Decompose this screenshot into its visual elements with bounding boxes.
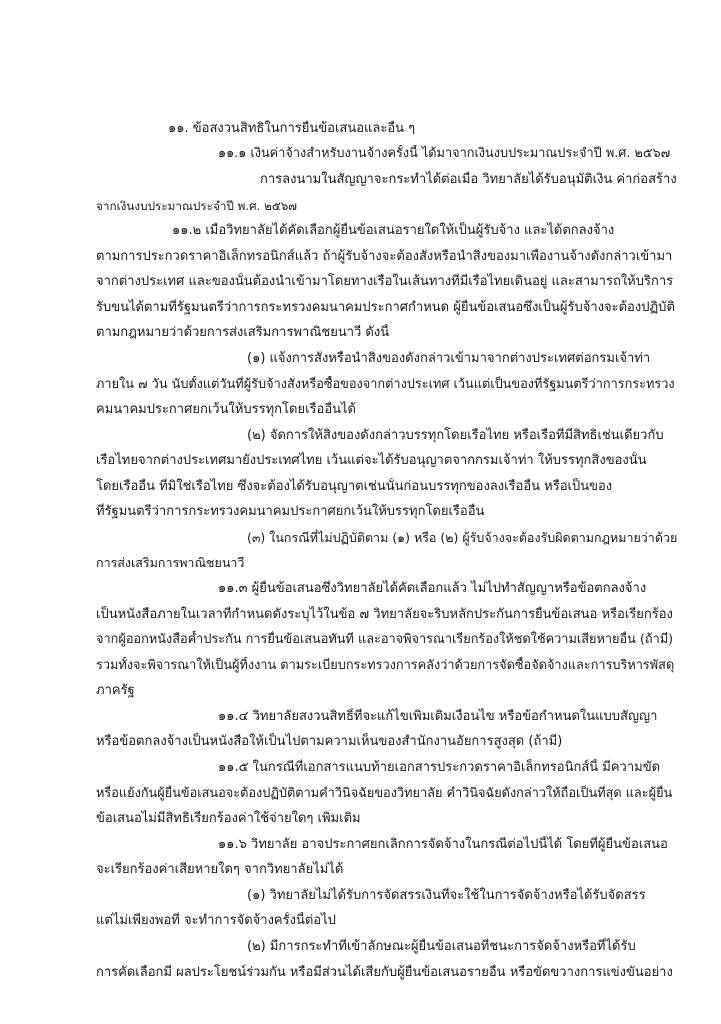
paragraph-line: แต่ไม่เพียงพอที่ จะทำการจัดจ้างครั้งนี้ต่อไป: [96, 913, 336, 928]
paragraph-line: (๒) จัดการให้สิ่งของดังกล่าวบรรทุกโดยเรือไทย หรือเรือที่มีสิทธิเช่นเดียวกับ: [247, 428, 664, 443]
paragraph-line: ข้อเสนอไม่มีสิทธิเรียกร้องค่าใช้จ่ายใดๆ เพิ่มเติม: [96, 811, 361, 826]
paragraph-line: (๓) ในกรณีที่ไม่ปฏิบัติตาม (๑) หรือ (๒) ผู้รับจ้างจะต้องรับผิดตามกฎหมายว่าด้วย: [247, 530, 678, 545]
paragraph-line: หรือแย้งกันผู้ยื่นข้อเสนอจะต้องปฏิบัติตามคำวินิจฉัยของวิทยาลัย คำวินิจฉัยดังกล่าวให้ถือเป็นที่สุด และผู้ยื่น: [96, 786, 673, 801]
paragraph-line: เป็นหนังสือภายในเวลาที่กำหนดดังระบุไว้ในข้อ ๗ วิทยาลัยจะริบหลักประกันการยื่นข้อเสนอ หรือเรียกร้อง: [96, 607, 673, 622]
paragraph-line: ๑๑.๒ เมื่อวิทยาลัยได้คัดเลือกผู้ยื่นข้อเสนอรายใดให้เป็นผู้รับจ้าง และได้ตกลงจ้าง: [172, 223, 615, 238]
paragraph-line: ๑๑.๑ เงินค่าจ้างสำหรับงานจ้างครั้งนี้ ได้มาจากเงินงบประมาณประจำปี พ.ศ. ๒๕๖๗: [218, 146, 671, 161]
paragraph-line: ๑๑.๓ ผู้ยื่นข้อเสนอซึ่งวิทยาลัยได้คัดเลือกแล้ว ไม่ไปทำสัญญาหรือข้อตกลงจ้าง: [218, 581, 647, 596]
paragraph-line: โดยเรืออื่น ที่มิใช่เรือไทย ซึ่งจะต้องได้รับอนุญาตเช่นนั้นก่อนบรรทุกของลงเรืออื่น หรือเป็นของ: [96, 479, 613, 494]
paragraph-line: จากต่างประเทศ และของนั้นต้องนำเข้ามาโดยทางเรือในเส้นทางที่มีเรือไทยเดินอยู่ และสามารถให้บริการ: [96, 274, 674, 289]
paragraph-line: รวมทั้งจะพิจารณาให้เป็นผู้ทิ้งงาน ตามระเบียบกระทรวงการคลังว่าด้วยการจัดซื้อจัดจ้างและการบริหารพัสดุ: [96, 658, 675, 673]
paragraph-line: ภายใน ๗ วัน นับตั้งแต่วันที่ผู้รับจ้างสั่งหรือซื้อของจากต่างประเทศ เว้นแต่เป็นของที่รัฐมนตรีว่าการกระทรวง: [96, 377, 675, 392]
paragraph-line: เรือไทยจากต่างประเทศมายังประเทศไทย เว้นแต่จะได้รับอนุญาตจากกรมเจ้าท่า ให้บรรทุกสิ่งของนั้น: [96, 453, 647, 468]
paragraph-line: คมนาคมประกาศยกเว้นให้บรรทุกโดยเรืออื่นได้: [96, 402, 356, 417]
paragraph-line: ภาครัฐ: [96, 683, 135, 698]
paragraph-line: ๑๑.๖ วิทยาลัย อาจประกาศยกเลิกการจัดจ้างในกรณีต่อไปนี้ได้ โดยที่ผู้ยื่นข้อเสนอ: [218, 837, 668, 852]
paragraph-line: (๑) วิทยาลัยไม่ได้รับการจัดสรรเงินที่จะใช้ในการจัดจ้างหรือได้รับจัดสรร: [247, 888, 646, 903]
paragraph-line: รับขนได้ตามที่รัฐมนตรีว่าการกระทรวงคมนาคมประกาศกำหนด ผู้ยื่นข้อเสนอซึ่งเป็นผู้รับจ้างจะต้องปฏิบัติ: [96, 300, 675, 315]
paragraph-line: หรือข้อตกลงจ้างเป็นหนังสือให้เป็นไปตามความเห็นของสำนักงานอัยการสูงสุด (ถ้ามี): [96, 734, 563, 749]
paragraph-line: ตามกฎหมายว่าด้วยการส่งเสริมการพาณิชยนาวี ดังนี้: [96, 325, 390, 340]
paragraph-line: การคัดเลือกมี ผลประโยชน์ร่วมกัน หรือมีส่วนได้เสียกับผู้ยื่นข้อเสนอรายอื่น หรือขัดขวางการแข่งขันอย่าง: [96, 965, 673, 980]
paragraph-line: จากเงินงบประมาณประจำปี พ.ศ. ๒๕๖๗: [96, 199, 298, 213]
paragraph-line: การลงนามในสัญญาจะกระทำได้ต่อเมื่อ วิทยาลัยได้รับอนุมัติเงิน ค่าก่อสร้าง: [260, 172, 677, 187]
paragraph-line: ๑๑.๕ ในกรณีที่เอกสารแนบท้ายเอกสารประกวดราคาอิเล็กทรอนิกส์นี้ มีความขัด: [218, 760, 661, 775]
paragraph-line: จะเรียกร้องค่าเสียหายใดๆ จากวิทยาลัยไม่ได้: [96, 862, 344, 877]
paragraph-line: (๑) แจ้งการสั่งหรือนำสิ่งของดังกล่าวเข้ามาจากต่างประเทศต่อกรมเจ้าท่า: [247, 351, 651, 366]
paragraph-line: ๑๑.๔ วิทยาลัยสงวนสิทธิ์ที่จะแก้ไขเพิ่มเติมเงื่อนไข หรือข้อกำหนดในแบบสัญญา: [218, 709, 658, 724]
paragraph-line: ที่รัฐมนตรีว่าการกระทรวงคมนาคมประกาศยกเว้นให้บรรทุกโดยเรืออื่น: [96, 504, 485, 519]
paragraph-line: จากผู้ออกหนังสือค้ำประกัน การยื่นข้อเสนอทันที และอาจพิจารณาเรียกร้องให้ชดใช้ความเสียหายอื่น (ถ้ามี): [96, 632, 674, 647]
section-heading: ๑๑. ข้อสงวนสิทธิในการยื่นข้อเสนอและอื่น ๆ: [168, 121, 416, 136]
paragraph-line: (๒) มีการกระทำที่เข้าลักษณะผู้ยื่นข้อเสนอที่ชนะการจัดจ้างหรือที่ได้รับ: [247, 939, 636, 954]
paragraph-line: การส่งเสริมการพาณิชยนาวี: [96, 555, 245, 570]
paragraph-line: ตามการประกวดราคาอิเล็กทรอนิกส์แล้ว ถ้าผู้รับจ้างจะต้องสั่งหรือนำสิ่งของมาเพื่องานจ้างดังกล่าวเข้ามา: [96, 249, 673, 264]
